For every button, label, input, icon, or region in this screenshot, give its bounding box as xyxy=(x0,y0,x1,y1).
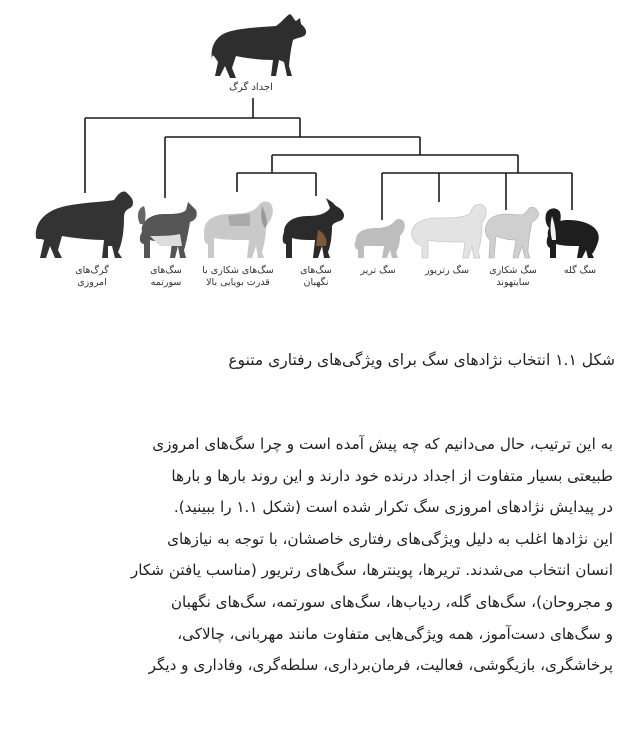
terrier-icon xyxy=(355,219,405,258)
breed-label-sighthound: سگ شکاری سایتهوند xyxy=(489,265,537,288)
ancestor-wolf-icon xyxy=(212,14,307,78)
breed-label-guard: سگ‌های نگهبان xyxy=(300,265,332,288)
body-paragraph xyxy=(13,429,613,682)
body-line: پرخاشگری، بازیگوشی، فعالیت، فرمان‌برداری، سلطه‌گری، وفاداری و دیگر xyxy=(148,656,613,675)
tree-diagram xyxy=(0,0,635,310)
breed-label-wolf: گرگ‌های امروزی xyxy=(75,265,109,288)
scent-hound-icon xyxy=(204,202,273,259)
body-line: در پیدایش نژادهای امروزی سگ تکرار شده است (شکل ۱.۱ را ببینید). xyxy=(173,498,613,517)
body-line: انسان انتخاب می‌شدند. تریرها، پوینترها، سگ‌های رتریور (مناسب یافتن شکار xyxy=(130,561,613,580)
body-line: و سگ‌های دست‌آموز، همه ویژگی‌هایی متفاوت مانند مهربانی، چالاکی، xyxy=(177,624,613,643)
breed-label-terrier: سگ تریر xyxy=(360,265,396,276)
breed-label-scent: سگ‌های شکاری با قدرت بویایی بالا xyxy=(202,265,274,288)
phylogeny-figure xyxy=(0,0,635,310)
retriever-icon xyxy=(412,204,486,258)
figure-caption: شکل ۱.۱ انتخاب نژادهای سگ برای ویژگی‌های رفتاری متنوع xyxy=(228,351,615,369)
herding-dog-icon xyxy=(545,208,598,258)
breed-label-herding: سگ گله xyxy=(563,265,597,276)
modern-wolf-icon xyxy=(36,191,133,258)
breed-label-retriever: سگ رتریور xyxy=(424,265,470,276)
body-line: طبیعتی بسیار متفاوت از اجداد درنده خود دارند و این روند بارها و بارها xyxy=(171,466,613,485)
breed-label-sled: سگ‌های سورتمه xyxy=(150,265,182,288)
body-line: به این ترتیب، حال می‌دانیم که چه پیش آمده است و چرا سگ‌های امروزی xyxy=(152,435,613,453)
sighthound-icon xyxy=(485,207,538,258)
guard-dog-icon xyxy=(283,198,344,258)
root-label: اجداد گرگ xyxy=(229,82,273,93)
body-line: و مجروحان)، سگ‌های گله، ردیاب‌ها، سگ‌های سورتمه، سگ‌های نگهبان xyxy=(170,592,613,611)
body-line: این نژادها اغلب به دلیل ویژگی‌های رفتاری خاصشان، با توجه به نیازهای xyxy=(167,529,613,548)
sled-dog-icon xyxy=(138,202,197,258)
